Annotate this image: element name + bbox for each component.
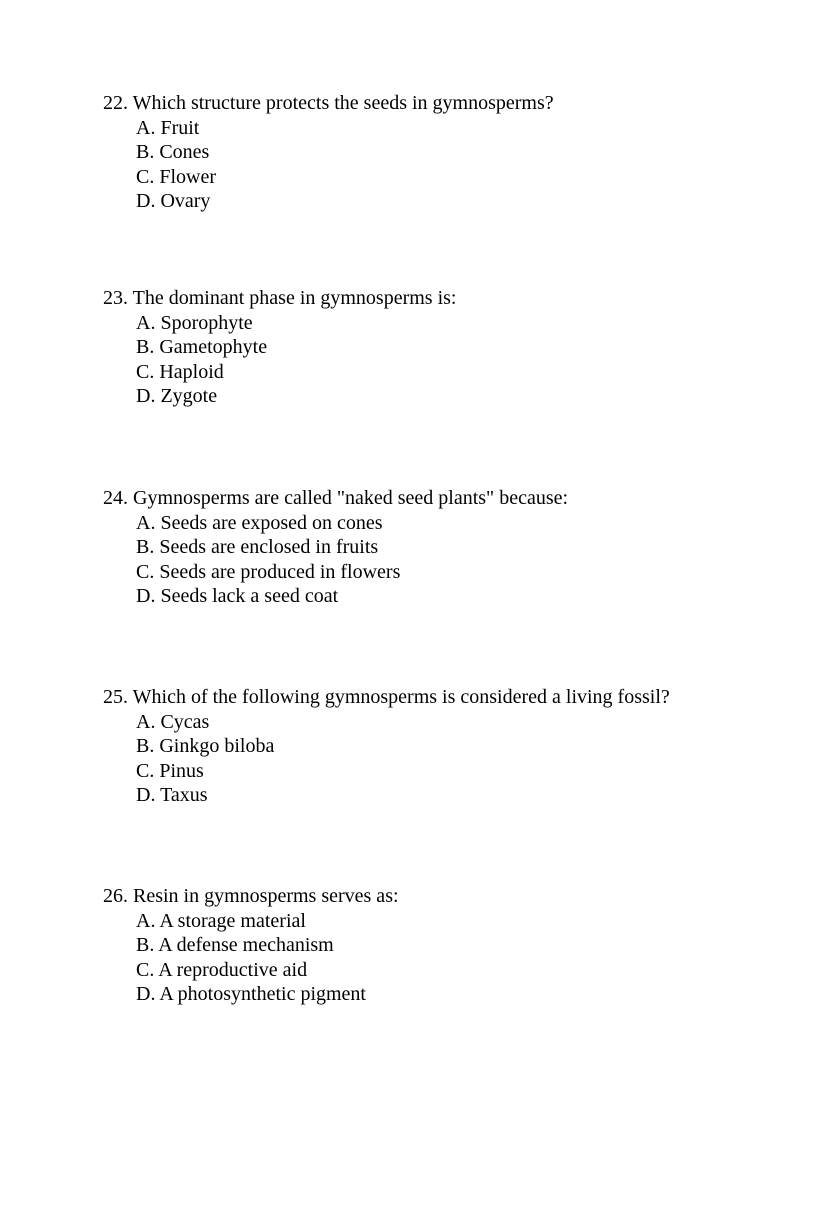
option-d: D. Zygote <box>136 385 218 407</box>
question-number: 22. <box>103 92 128 114</box>
option-c: C. Seeds are produced in flowers <box>136 560 401 583</box>
option-b: B. A defense mechanism <box>136 934 334 956</box>
question-number: 25. <box>103 686 128 708</box>
question-stem <box>103 486 793 511</box>
option-c: C. Flower <box>136 165 216 188</box>
option-b: B. Cones <box>136 141 210 163</box>
question-text: Which of the following gymnosperms is considered a living fossil? <box>132 686 670 708</box>
question-stem <box>103 91 793 116</box>
question-text: Which structure protects the seeds in gymnosperms? <box>132 92 554 114</box>
question-text: The dominant phase in gymnosperms is: <box>132 287 457 309</box>
option-c: C. Haploid <box>136 360 224 383</box>
option-b: B. Gametophyte <box>136 336 268 358</box>
option-list <box>103 511 793 609</box>
question-text: Gymnosperms are called "naked seed plants" because: <box>133 487 569 509</box>
question-text: Resin in gymnosperms serves as: <box>133 885 399 907</box>
option-a: A. Seeds are exposed on cones <box>136 511 383 534</box>
question-stem <box>103 884 793 909</box>
question-stem <box>103 685 793 710</box>
option-b: B. Ginkgo biloba <box>136 735 275 757</box>
option-d: D. Seeds lack a seed coat <box>136 585 339 607</box>
question-25 <box>103 685 793 808</box>
option-list <box>103 116 793 214</box>
option-c: C. Pinus <box>136 759 204 782</box>
option-a: A. Fruit <box>136 116 200 139</box>
option-d: D. Ovary <box>136 190 211 212</box>
question-number: 24. <box>103 487 128 509</box>
question-stem <box>103 286 793 311</box>
option-a: A. Sporophyte <box>136 311 253 334</box>
option-d: D. A photosynthetic pigment <box>136 983 366 1005</box>
option-list <box>103 710 793 808</box>
question-number: 26. <box>103 885 128 907</box>
option-d: D. Taxus <box>136 784 208 806</box>
option-list <box>103 311 793 409</box>
option-list <box>103 909 793 1007</box>
option-b: B. Seeds are enclosed in fruits <box>136 536 379 558</box>
question-22 <box>103 91 793 214</box>
option-a: A. A storage material <box>136 909 306 932</box>
question-23 <box>103 286 793 409</box>
question-number: 23. <box>103 287 128 309</box>
option-c: C. A reproductive aid <box>136 958 308 981</box>
option-a: A. Cycas <box>136 710 210 733</box>
question-26 <box>103 884 793 1007</box>
question-24 <box>103 486 793 609</box>
